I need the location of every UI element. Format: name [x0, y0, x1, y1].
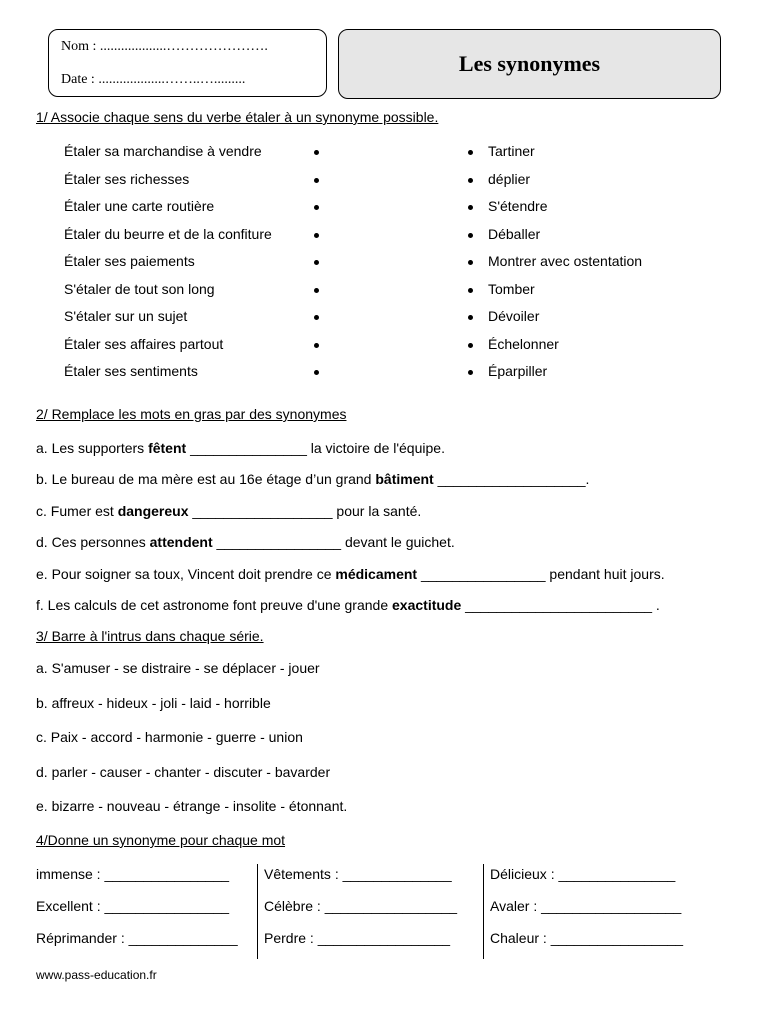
synonym-field[interactable]: Avaler : __________________: [490, 898, 682, 914]
right-item: déplier: [488, 171, 531, 187]
page-title: Les synonymes: [458, 51, 601, 76]
answer-blank[interactable]: _______________ la victoire de l'équipe.: [186, 440, 445, 456]
intrus-series[interactable]: e. bizarre - nouveau - étrange - insolite - étonnant.: [36, 798, 348, 814]
answer-blank[interactable]: ________________________ .: [461, 597, 660, 613]
right-item: Tartiner: [488, 143, 535, 159]
column-divider: [483, 864, 484, 959]
match-dot-right[interactable]: [468, 178, 473, 183]
left-item: Étaler sa marchandise à vendre: [64, 143, 262, 159]
bold-word: médicament: [335, 566, 418, 582]
match-dot-left[interactable]: [314, 178, 319, 183]
sentence-item: [36, 597, 660, 613]
bold-word: attendent: [149, 534, 213, 550]
sentence-text: d. Ces personnes: [36, 534, 150, 550]
match-dot-left[interactable]: [314, 315, 319, 320]
match-dot-left[interactable]: [314, 288, 319, 293]
intrus-series[interactable]: c. Paix - accord - harmonie - guerre - union: [36, 729, 303, 745]
bold-word: dangereux: [117, 503, 189, 519]
right-item: S'étendre: [488, 198, 548, 214]
sentence-text: b. Le bureau de ma mère est au 16e étage d’un grand: [36, 471, 376, 487]
bold-word: exactitude: [392, 597, 462, 613]
right-item: Montrer avec ostentation: [488, 253, 643, 269]
section2-heading: 2/ Remplace les mots en gras par des synonymes: [36, 406, 347, 422]
right-item: Échelonner: [488, 336, 559, 352]
left-item: Étaler une carte routière: [64, 198, 215, 214]
synonym-field[interactable]: Perdre : _________________: [264, 930, 451, 946]
sentence-text: a. Les supporters: [36, 440, 149, 456]
match-dot-right[interactable]: [468, 233, 473, 238]
synonym-field[interactable]: Excellent : ________________: [36, 898, 230, 914]
left-item: Étaler du beurre et de la confiture: [64, 226, 272, 242]
answer-blank[interactable]: ___________________.: [433, 471, 590, 487]
bold-word: bâtiment: [375, 471, 434, 487]
sentence-item: [36, 440, 445, 456]
left-item: Étaler ses paiements: [64, 253, 195, 269]
section1-heading: 1/ Associe chaque sens du verbe étaler à un synonyme possible.: [36, 109, 439, 125]
right-item: Dévoiler: [488, 308, 540, 324]
name-date-box: [48, 29, 327, 97]
right-item: Tomber: [488, 281, 535, 297]
title-box: [338, 29, 721, 99]
match-dot-right[interactable]: [468, 370, 473, 375]
match-dot-left[interactable]: [314, 233, 319, 238]
left-item: Étaler ses affaires partout: [64, 336, 224, 352]
answer-blank[interactable]: __________________ pour la santé.: [188, 503, 422, 519]
match-dot-left[interactable]: [314, 260, 319, 265]
column-divider: [257, 864, 258, 959]
section3-heading: 3/ Barre à l'intrus dans chaque série.: [36, 628, 264, 644]
sentence-item: [36, 471, 589, 487]
sentence-item: [36, 566, 665, 582]
section4-heading: 4/Donne un synonyme pour chaque mot: [36, 832, 286, 848]
match-dot-right[interactable]: [468, 315, 473, 320]
match-dot-left[interactable]: [314, 343, 319, 348]
match-dot-left[interactable]: [314, 150, 319, 155]
answer-blank[interactable]: ________________ pendant huit jours.: [417, 566, 665, 582]
synonym-field[interactable]: Vêtements : ______________: [264, 866, 452, 882]
synonym-field[interactable]: Délicieux : _______________: [490, 866, 676, 882]
left-item: S'étaler sur un sujet: [64, 308, 188, 324]
synonym-field[interactable]: Célèbre : _________________: [264, 898, 458, 914]
match-dot-right[interactable]: [468, 260, 473, 265]
date-field[interactable]: Date : ...................……..….........: [61, 72, 246, 87]
answer-blank[interactable]: ________________ devant le guichet.: [212, 534, 455, 550]
sentence-text: e. Pour soigner sa toux, Vincent doit prendre ce: [36, 566, 336, 582]
left-item: S'étaler de tout son long: [64, 281, 215, 297]
intrus-series[interactable]: b. affreux - hideux - joli - laid - horrible: [36, 695, 271, 711]
footer-url[interactable]: www.pass-education.fr: [36, 968, 157, 982]
synonym-field[interactable]: Chaleur : _________________: [490, 930, 684, 946]
left-item: Étaler ses richesses: [64, 171, 190, 187]
match-dot-left[interactable]: [314, 370, 319, 375]
sentence-item: [36, 534, 455, 550]
right-item: Déballer: [488, 226, 541, 242]
match-dot-right[interactable]: [468, 343, 473, 348]
sentence-text: c. Fumer est: [36, 503, 118, 519]
sentence-item: [36, 503, 421, 519]
bold-word: fêtent: [148, 440, 187, 456]
right-item: Éparpiller: [488, 363, 548, 379]
intrus-series[interactable]: d. parler - causer - chanter - discuter - bavarder: [36, 764, 331, 780]
intrus-series[interactable]: a. S'amuser - se distraire - se déplacer - jouer: [36, 660, 320, 676]
name-field[interactable]: Nom : ...................………………….: [61, 39, 268, 54]
match-dot-right[interactable]: [468, 205, 473, 210]
left-item: Étaler ses sentiments: [64, 363, 198, 379]
match-dot-right[interactable]: [468, 150, 473, 155]
match-dot-left[interactable]: [314, 205, 319, 210]
sentence-text: f. Les calculs de cet astronome font preuve d'une grande: [36, 597, 393, 613]
synonym-field[interactable]: immense : ________________: [36, 866, 230, 882]
synonym-field[interactable]: Réprimander : ______________: [36, 930, 238, 946]
match-dot-right[interactable]: [468, 288, 473, 293]
